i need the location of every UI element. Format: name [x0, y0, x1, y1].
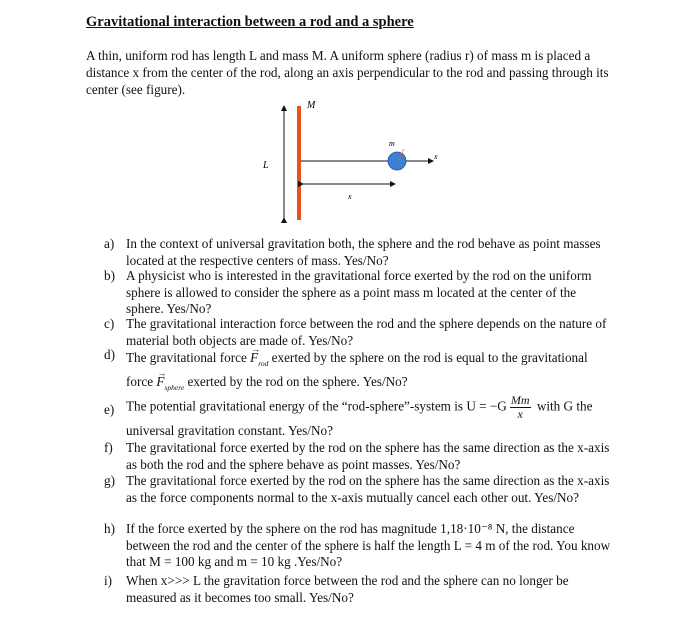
page-title: Gravitational interaction between a rod and a sphere: [86, 14, 414, 30]
vector-f-sphere: → F: [156, 371, 164, 393]
vector-f-rod: → F: [250, 347, 258, 369]
question-label: h): [104, 521, 115, 536]
question-text: The gravitational interaction force between the rod and the sphere depends on the nature of material both objects are made of. Yes/No?: [126, 316, 607, 348]
question-label: e): [104, 402, 115, 417]
fraction: [510, 394, 531, 421]
question-d-line2-pre: force: [126, 374, 154, 389]
question-label: c): [104, 316, 115, 331]
question-d-line1-post: exerted by the sphere on the rod is equal to the gravitational: [271, 350, 588, 365]
fraction-numerator: Mm: [510, 393, 530, 407]
question-text: When x>>> L the gravitation force between the rod and the sphere can no longer be measured as it becomes too small. Yes/No?: [126, 573, 569, 605]
question-text: If the force exerted by the sphere on the rod has magnitude 1,18·10⁻⁸ N, the distance between the rod and the center of the sphere is half the length L = 4 m of the rod. You know that M = 100 kg and m = 10 kg .Yes/No?: [126, 521, 611, 569]
question-label: b): [104, 268, 115, 283]
label-x-distance: x: [348, 192, 352, 201]
rod: [297, 106, 301, 220]
question-d-line2-post: exerted by the rod on the sphere. Yes/No?: [187, 374, 408, 389]
sub-sphere: sphere: [164, 383, 185, 392]
question-label: g): [104, 473, 115, 488]
question-text: The gravitational force exerted by the rod on the sphere has the same direction as the x-axis as both the rod and the sphere behave as point masses. Yes/No?: [126, 440, 610, 472]
question-d-line1-pre: The gravitational force: [126, 350, 247, 365]
label-r: r: [402, 147, 405, 155]
question-label: d): [104, 347, 115, 362]
sub-rod: rod: [258, 359, 269, 368]
question-text: A physicist who is interested in the gravitational force exerted by the rod on the uniform sphere is allowed to consider the sphere as a point mass m located at the center of the sphere. Yes/No?: [126, 268, 592, 316]
question-label: a): [104, 236, 115, 251]
label-m: m: [389, 139, 395, 148]
question-e-line2: universal gravitation constant. Yes/No?: [126, 423, 333, 438]
question-label: f): [104, 440, 113, 455]
question-label: i): [104, 573, 113, 588]
question-e-post: with G the: [536, 398, 593, 414]
label-x-axis: x: [434, 152, 438, 161]
fraction-denominator: x: [517, 407, 523, 421]
intro-paragraph: A thin, uniform rod has length L and mass M. A uniform sphere (radius r) of mass m is placed a distance x from the center of the rod, along an axis perpendicular to the rod and passing through its center (see figure).: [86, 48, 609, 97]
question-text: The gravitational force exerted by the rod on the sphere has the same direction as the x-axis as the force components normal to the x-axis mutually cancel each other out. Yes/No?: [126, 473, 610, 505]
question-e-pre: The potential gravitational energy of the “rod-sphere”-system is U = −G: [126, 398, 507, 414]
label-M: M: [307, 100, 316, 111]
rod-sphere-figure: [255, 98, 455, 224]
question-text: In the context of universal gravitation both, the sphere and the rod behave as point masses located at the respective centers of mass. Yes/No?: [126, 236, 601, 268]
label-L: L: [263, 160, 269, 171]
